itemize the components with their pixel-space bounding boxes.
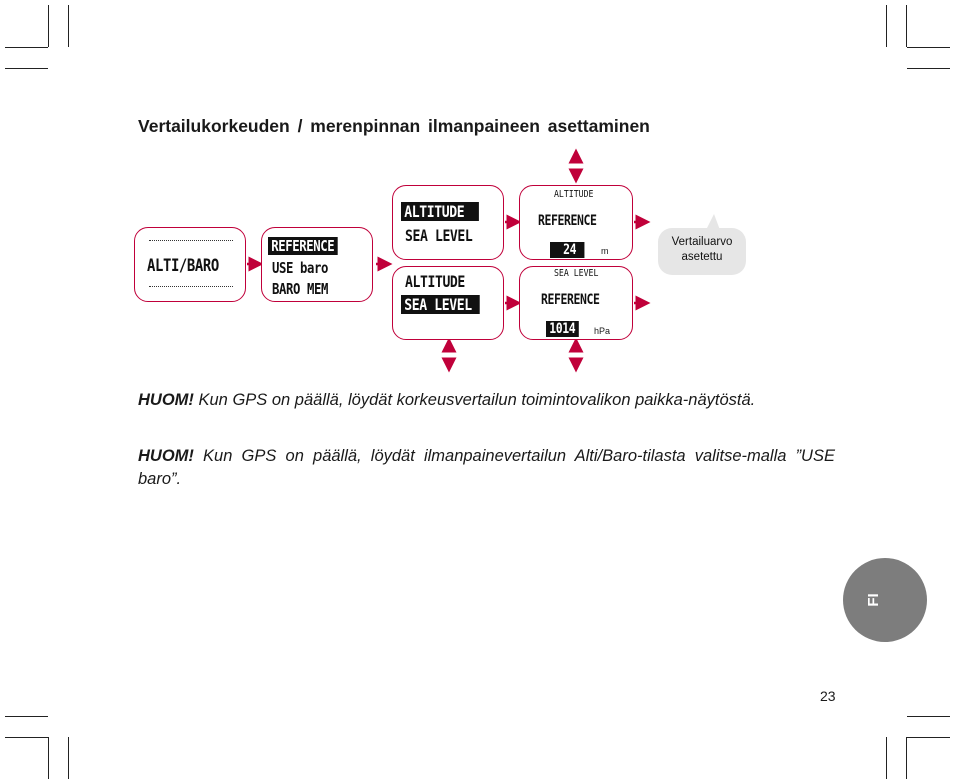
lcd-main-label: ALTI/BARO: [147, 256, 219, 276]
page-number: 23: [820, 688, 836, 704]
note-1-label: HUOM!: [138, 391, 194, 409]
lcd-menu-item-reference: REFERENCE: [268, 237, 338, 255]
lcd-screen-menu: [261, 227, 373, 302]
lcd-ref-unit: m: [601, 246, 609, 256]
lcd-ref-header: ALTITUDE: [554, 189, 594, 200]
lcd-sl-header: SEA LEVEL: [554, 268, 599, 279]
lcd-screen-select-sealevel: [392, 266, 504, 340]
language-tab-label: FI: [865, 593, 882, 607]
lcd-screen-sealevel-reference: [519, 266, 633, 340]
note-2: [138, 445, 835, 491]
lcd-screen-select-altitude: [392, 185, 504, 260]
lcd-ref-label: REFERENCE: [538, 213, 597, 229]
lcd-item-altitude-selected: ALTITUDE: [401, 202, 479, 221]
page-heading: Vertailukorkeuden / merenpinnan ilmanpaineen asettaminen: [138, 116, 650, 136]
lcd-sl-value: 1014: [546, 321, 579, 337]
lcd-item-sea-level: SEA LEVEL: [405, 226, 473, 245]
lcd-screen-alti-baro: [134, 227, 246, 302]
lcd-ref-value: 24: [550, 242, 584, 258]
bubble-line-1: Vertailuarvo: [671, 236, 733, 248]
lcd-menu-item-baro-mem: BARO MEM: [272, 280, 328, 298]
lcd-menu-item-use-baro: USE baro: [272, 259, 328, 277]
note-1-text: Kun GPS on päällä, löydät korkeusvertailun toimintovalikon paikka-näytöstä.: [198, 391, 756, 409]
lcd-sl-unit: hPa: [594, 326, 611, 336]
note-2-label: HUOM!: [138, 447, 194, 465]
note-2-text: Kun GPS on päällä, löydät ilmanpainevertailun Alti/Baro-tilasta valitse-malla ”USE baro”.: [138, 447, 835, 488]
note-1: [138, 389, 835, 412]
speech-bubble-text: [658, 235, 746, 265]
lcd-item-sea-level-selected: SEA LEVEL: [401, 295, 480, 314]
lcd-item-altitude: ALTITUDE: [405, 272, 465, 291]
lcd-sl-label: REFERENCE: [541, 292, 600, 308]
bubble-line-2: asetettu: [681, 251, 723, 263]
lcd-screen-altitude-reference: [519, 185, 633, 260]
language-tab: [843, 558, 927, 642]
